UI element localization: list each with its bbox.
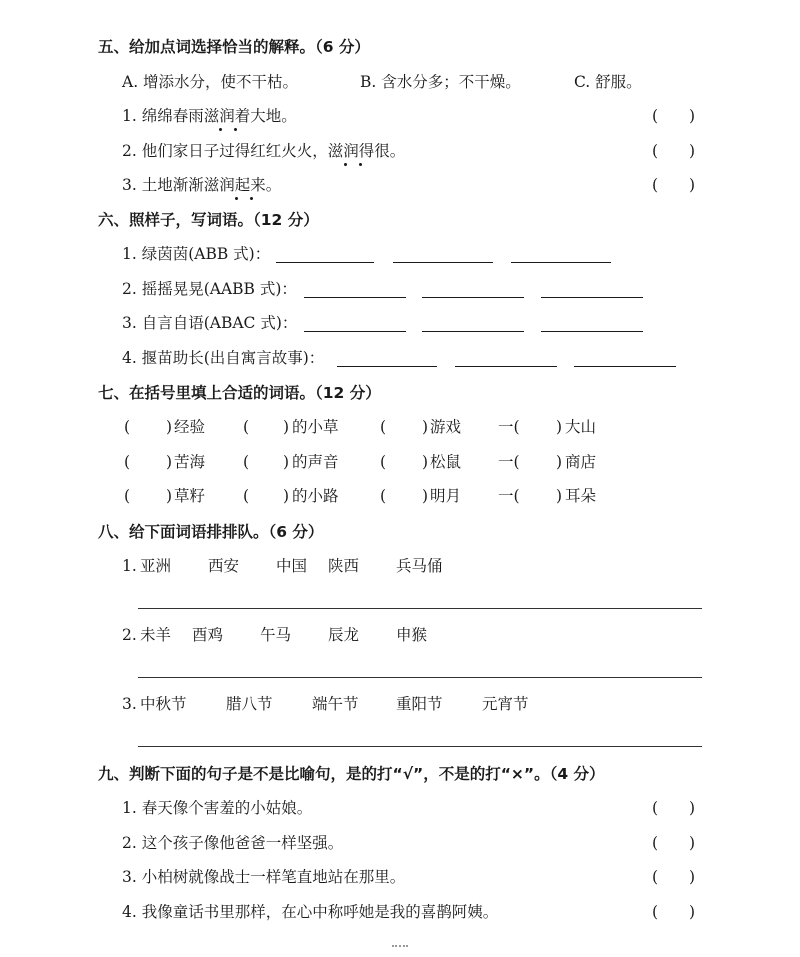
s7-open-paren[interactable]: ( — [124, 487, 131, 505]
s7-close-paren: ) — [166, 418, 173, 436]
s6-blank[interactable] — [422, 331, 524, 332]
emphasis-dot — [250, 197, 253, 200]
s5-item-3: 3. 土地渐渐滋润起来。 — [122, 176, 282, 194]
s9-item-4: 4. 我像童话书里那样，在心中称呼她是我的喜鹊阿姨。 — [122, 903, 499, 921]
page-number-mark — [392, 945, 408, 953]
s6-item-1: 1. 绿茵茵(ABB 式)： — [122, 245, 271, 263]
s7-word: 的小路 — [292, 487, 339, 505]
s8-group-3-num: 3. — [122, 695, 137, 713]
s5-answer-paren-1[interactable]: ( ) — [652, 107, 696, 125]
s7-word: 的声音 — [292, 453, 339, 471]
s7-close-paren: ) — [283, 453, 290, 471]
s7-close-paren: ) — [556, 487, 563, 505]
s5-answer-paren-3[interactable]: ( ) — [652, 176, 696, 194]
s5-option-a: A. 增添水分，使不干枯。 — [122, 73, 299, 91]
s7-word: 的小草 — [292, 418, 339, 436]
s8-word: 西安 — [208, 557, 240, 575]
s7-close-paren: ) — [422, 487, 429, 505]
s8-word: 元宵节 — [482, 695, 529, 713]
s5-item-1: 1. 绵绵春雨滋润着大地。 — [122, 107, 297, 125]
s9-answer-paren-4[interactable]: ( ) — [652, 903, 696, 921]
s7-word: 经验 — [174, 418, 206, 436]
s6-blank[interactable] — [511, 262, 611, 263]
s7-close-paren: ) — [283, 418, 290, 436]
s6-blank[interactable] — [304, 297, 406, 298]
s8-word: 亚洲 — [140, 557, 172, 575]
section-9-title: 九、判断下面的句子是不是比喻句，是的打“√”，不是的打“×”。（4 分） — [98, 765, 605, 783]
s6-blank[interactable] — [574, 366, 676, 367]
s8-word: 申猴 — [396, 626, 428, 644]
s7-close-paren: ) — [422, 453, 429, 471]
s7-open-paren[interactable]: ( — [124, 453, 131, 471]
s5-answer-paren-2[interactable]: ( ) — [652, 142, 696, 160]
s8-word: 未羊 — [140, 626, 172, 644]
s5-option-c: C. 舒服。 — [574, 73, 642, 91]
s8-word: 端午节 — [312, 695, 359, 713]
s8-word: 兵马俑 — [396, 557, 443, 575]
s6-blank[interactable] — [337, 366, 437, 367]
s7-word: 松鼠 — [430, 453, 462, 471]
s8-word: 中国 — [276, 557, 308, 575]
s7-word: 耳朵 — [565, 487, 597, 505]
s7-yi-open[interactable]: 一( — [498, 418, 520, 436]
section-7-title: 七、在括号里填上合适的词语。（12 分） — [98, 384, 381, 402]
s7-open-paren[interactable]: ( — [243, 418, 250, 436]
s6-blank[interactable] — [422, 297, 524, 298]
s8-word: 腊八节 — [226, 695, 273, 713]
s8-word: 辰龙 — [328, 626, 360, 644]
s7-open-paren[interactable]: ( — [243, 453, 250, 471]
s7-open-paren[interactable]: ( — [380, 487, 387, 505]
s9-answer-paren-1[interactable]: ( ) — [652, 799, 696, 817]
s7-open-paren[interactable]: ( — [380, 418, 387, 436]
s6-blank[interactable] — [455, 366, 557, 367]
s9-item-1: 1. 春天像个害羞的小姑娘。 — [122, 799, 313, 817]
s7-yi-open[interactable]: 一( — [498, 487, 520, 505]
s8-answer-line[interactable] — [138, 677, 702, 678]
section-8-title: 八、给下面词语排排队。（6 分） — [98, 523, 324, 541]
s6-blank[interactable] — [276, 262, 374, 263]
s5-option-b: B. 含水分多；不干燥。 — [360, 73, 521, 91]
emphasis-dot — [344, 163, 347, 166]
s6-item-3: 3. 自言自语(ABAC 式)： — [122, 314, 298, 332]
s6-item-4: 4. 揠苗助长(出自寓言故事)： — [122, 349, 325, 367]
s6-item-2: 2. 摇摇晃晃(AABB 式)： — [122, 280, 297, 298]
s7-word: 苦海 — [174, 453, 206, 471]
s9-answer-paren-2[interactable]: ( ) — [652, 834, 696, 852]
s8-word: 中秋节 — [140, 695, 187, 713]
s9-item-3: 3. 小柏树就像战士一样笔直地站在那里。 — [122, 868, 406, 886]
emphasis-dot — [235, 197, 238, 200]
s6-blank[interactable] — [304, 331, 406, 332]
s7-close-paren: ) — [283, 487, 290, 505]
s9-answer-paren-3[interactable]: ( ) — [652, 868, 696, 886]
s7-open-paren[interactable]: ( — [124, 418, 131, 436]
s7-close-paren: ) — [166, 453, 173, 471]
s8-word: 酉鸡 — [192, 626, 224, 644]
emphasis-dot — [359, 163, 362, 166]
s8-word: 陕西 — [328, 557, 360, 575]
s8-answer-line[interactable] — [138, 746, 702, 747]
s9-item-2: 2. 这个孩子像他爸爸一样坚强。 — [122, 834, 344, 852]
s8-group-1-num: 1. — [122, 557, 137, 575]
s7-open-paren[interactable]: ( — [380, 453, 387, 471]
s8-group-2-num: 2. — [122, 626, 137, 644]
s7-word: 商店 — [565, 453, 597, 471]
section-6-title: 六、照样子，写词语。（12 分） — [98, 211, 319, 229]
s8-answer-line[interactable] — [138, 608, 702, 609]
s7-open-paren[interactable]: ( — [243, 487, 250, 505]
s6-blank[interactable] — [541, 331, 643, 332]
emphasis-dot — [219, 128, 222, 131]
s7-close-paren: ) — [556, 418, 563, 436]
s7-word: 大山 — [565, 418, 597, 436]
s8-word: 重阳节 — [396, 695, 443, 713]
s7-yi-open[interactable]: 一( — [498, 453, 520, 471]
s7-word: 草籽 — [174, 487, 206, 505]
s7-word: 游戏 — [430, 418, 462, 436]
s7-close-paren: ) — [166, 487, 173, 505]
emphasis-dot — [234, 128, 237, 131]
s7-close-paren: ) — [556, 453, 563, 471]
s7-close-paren: ) — [422, 418, 429, 436]
s8-word: 午马 — [260, 626, 292, 644]
s7-word: 明月 — [430, 487, 462, 505]
s5-item-2: 2. 他们家日子过得红红火火，滋润得很。 — [122, 142, 406, 160]
s6-blank[interactable] — [541, 297, 643, 298]
s6-blank[interactable] — [393, 262, 493, 263]
section-5-title: 五、给加点词选择恰当的解释。（6 分） — [98, 38, 370, 56]
